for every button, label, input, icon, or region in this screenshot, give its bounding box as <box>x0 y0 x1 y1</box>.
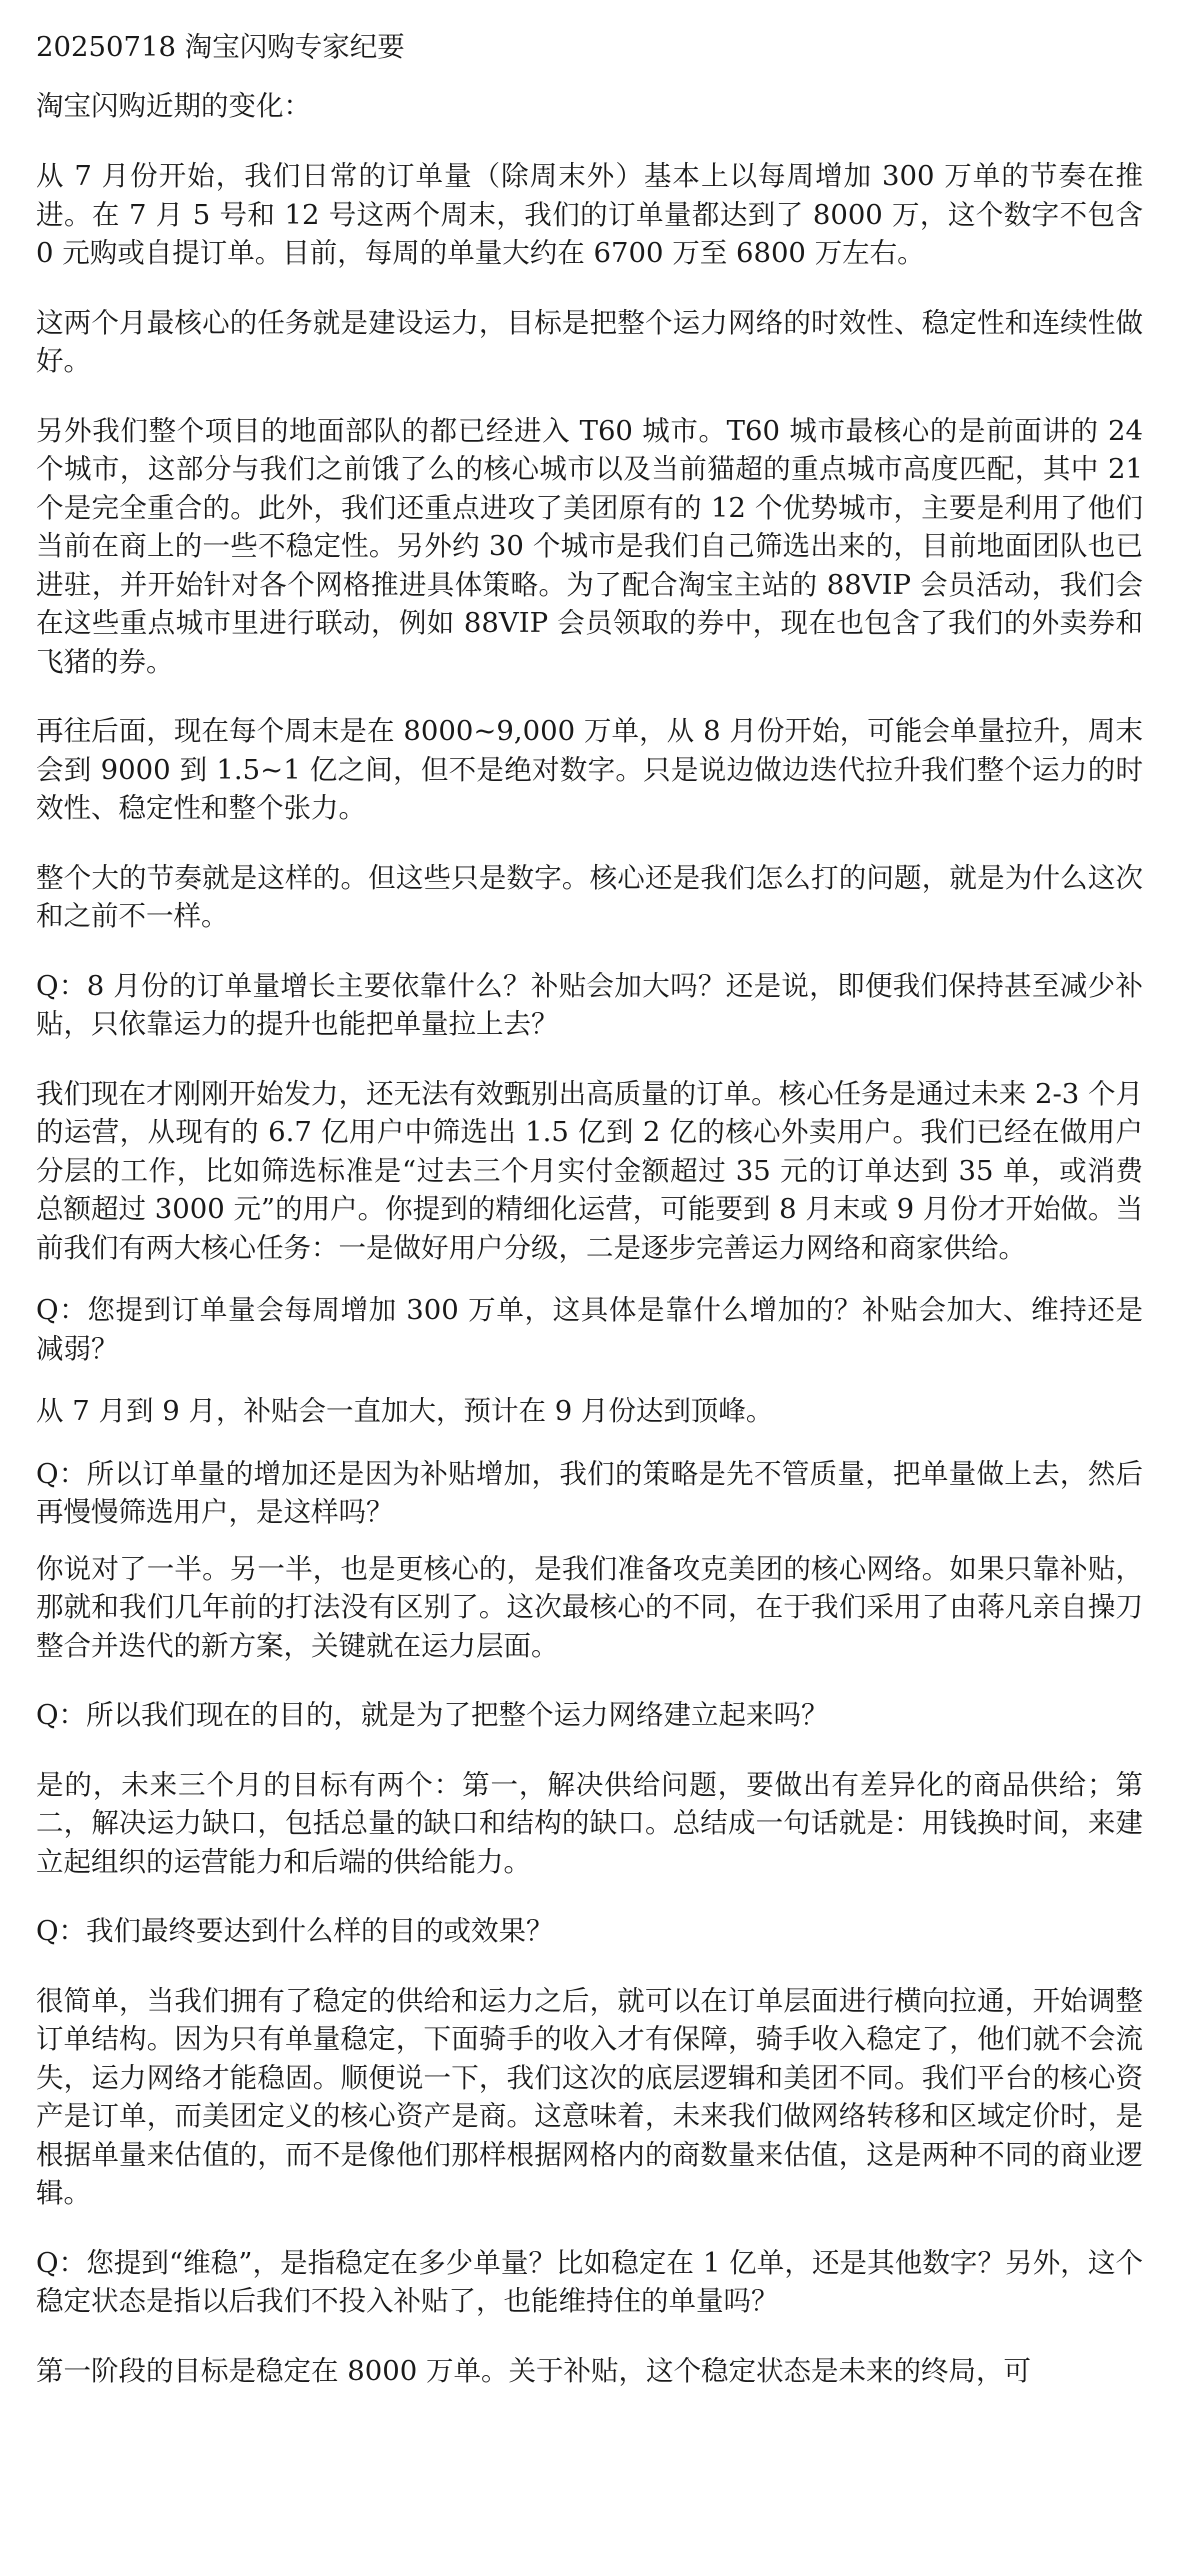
answer-august-growth: 我们现在才刚刚开始发力，还无法有效甄别出高质量的订单。核心任务是通过未来 2-3 个月的运营，从现有的 6.7 亿用户中筛选出 1.5 亿到 2 亿的核心外卖用户。我们已经在做用户分层的工作，比如筛选标准是“过去三个月实付金额超过 35 元的订单达到 35 单，或消费总额超过 3000 元”的用户。你提到的精细化运营，可能要到 8 月末或 9 月份才开始做。当前我们有两大核心任务：一是做好用户分级，二是逐步完善运力网络和商家供给。 <box>36 1077 1143 1264</box>
paragraph-order-volume: 从 7 月份开始，我们日常的订单量（除周末外）基本上以每周增加 300 万单的节奏在推进。在 7 月 5 号和 12 号这两个周末，我们的订单量都达到了 8000 万，这个数字不包含 0 元购或自提订单。目前，每周的单量大约在 6700 万至 6800 万左右。 <box>36 160 1143 269</box>
answer-subsidy-strategy: 你说对了一半。另一半，也是更核心的，是我们准备攻克美团的核心网络。如果只靠补贴，那就和我们几年前的打法没有区别了。这次最核心的不同，在于我们采用了由蒋凡亲自操刀整合并迭代的新方案，关键就在运力层面。 <box>36 1552 1143 1662</box>
paragraph-capacity-goal: 这两个月最核心的任务就是建设运力，目标是把整个运力网络的时效性、稳定性和连续性做好。 <box>36 306 1143 377</box>
question-capacity-network: Q：所以我们现在的目的，就是为了把整个运力网络建立起来吗？ <box>36 1699 829 1731</box>
question-stabilization: Q：您提到“维稳”，是指稳定在多少单量？比如稳定在 1 亿单，还是其他数字？另外，这个稳定状态是指以后我们不投入补贴了，也能维持住的单量吗？ <box>36 2246 1143 2317</box>
paragraph-weekend-volume: 再往后面，现在每个周末是在 8000~9,000 万单，从 8 月份开始，可能会单量拉升，周末会到 9000 到 1.5~1 亿之间，但不是绝对数字。只是说边做边迭代拉升我们整个运力的时效性、稳定性和整个张力。 <box>36 715 1143 824</box>
paragraph-overall-pace: 整个大的节奏就是这样的。但这些只是数字。核心还是我们怎么打的问题，就是为什么这次和之前不一样。 <box>36 861 1143 932</box>
answer-weekly-increase: 从 7 月到 9 月，补贴会一直加大，预计在 9 月份达到顶峰。 <box>36 1395 774 1427</box>
question-august-growth: Q：8 月份的订单量增长主要依靠什么？补贴会加大吗？还是说，即便我们保持甚至减少补贴，只依靠运力的提升也能把单量拉上去？ <box>36 969 1143 1040</box>
question-subsidy-strategy: Q：所以订单量的增加还是因为补贴增加，我们的策略是先不管质量，把单量做上去，然后再慢慢筛选用户，是这样吗？ <box>36 1457 1143 1528</box>
document-title: 20250718 淘宝闪购专家纪要 <box>36 31 405 63</box>
question-weekly-increase: Q：您提到订单量会每周增加 300 万单，这具体是靠什么增加的？补贴会加大、维持还是减弱？ <box>36 1294 1143 1365</box>
answer-stabilization: 第一阶段的目标是稳定在 8000 万单。关于补贴，这个稳定状态是未来的终局，可 <box>36 2354 1031 2387</box>
section-heading: 淘宝闪购近期的变化： <box>36 89 311 122</box>
answer-final-goal: 很简单，当我们拥有了稳定的供给和运力之后，就可以在订单层面进行横向拉通，开始调整订单结构。因为只有单量稳定，下面骑手的收入才有保障，骑手收入稳定了，他们就不会流失，运力网络才能稳固。顺便说一下，我们这次的底层逻辑和美团不同。我们平台的核心资产是订单，而美团定义的核心资产是商。这意味着，未来我们做网络转移和区域定价时，是根据单量来估值的，而不是像他们那样根据网格内的商数量来估值，这是两种不同的商业逻辑。 <box>36 1984 1143 2209</box>
paragraph-t60-cities: 另外我们整个项目的地面部队的都已经进入 T60 城市。T60 城市最核心的是前面讲的 24 个城市，这部分与我们之前饿了么的核心城市以及当前猫超的重点城市高度匹配，其中 21 个是完全重合的。此外，我们还重点进攻了美团原有的 12 个优势城市，主要是利用了他们当前在商上的一些不稳定性。另外约 30 个城市是我们自己筛选出来的，目前地面团队也已进驻，并开始针对各个网格推进具体策略。为了配合淘宝主站的 88VIP 会员活动，我们会在这些重点城市里进行联动，例如 88VIP 会员领取的券中，现在也包含了我们的外卖券和飞猪的券。 <box>36 414 1143 678</box>
truncated-paragraph-wrapper <box>36 2352 1143 2391</box>
answer-capacity-network: 是的，未来三个月的目标有两个：第一，解决供给问题，要做出有差异化的商品供给；第二，解决运力缺口，包括总量的缺口和结构的缺口。总结成一句话就是：用钱换时间，来建立起组织的运营能力和后端的供给能力。 <box>36 1768 1143 1878</box>
document <box>36 28 1143 2390</box>
question-final-goal: Q：我们最终要达到什么样的目的或效果？ <box>36 1915 554 1947</box>
